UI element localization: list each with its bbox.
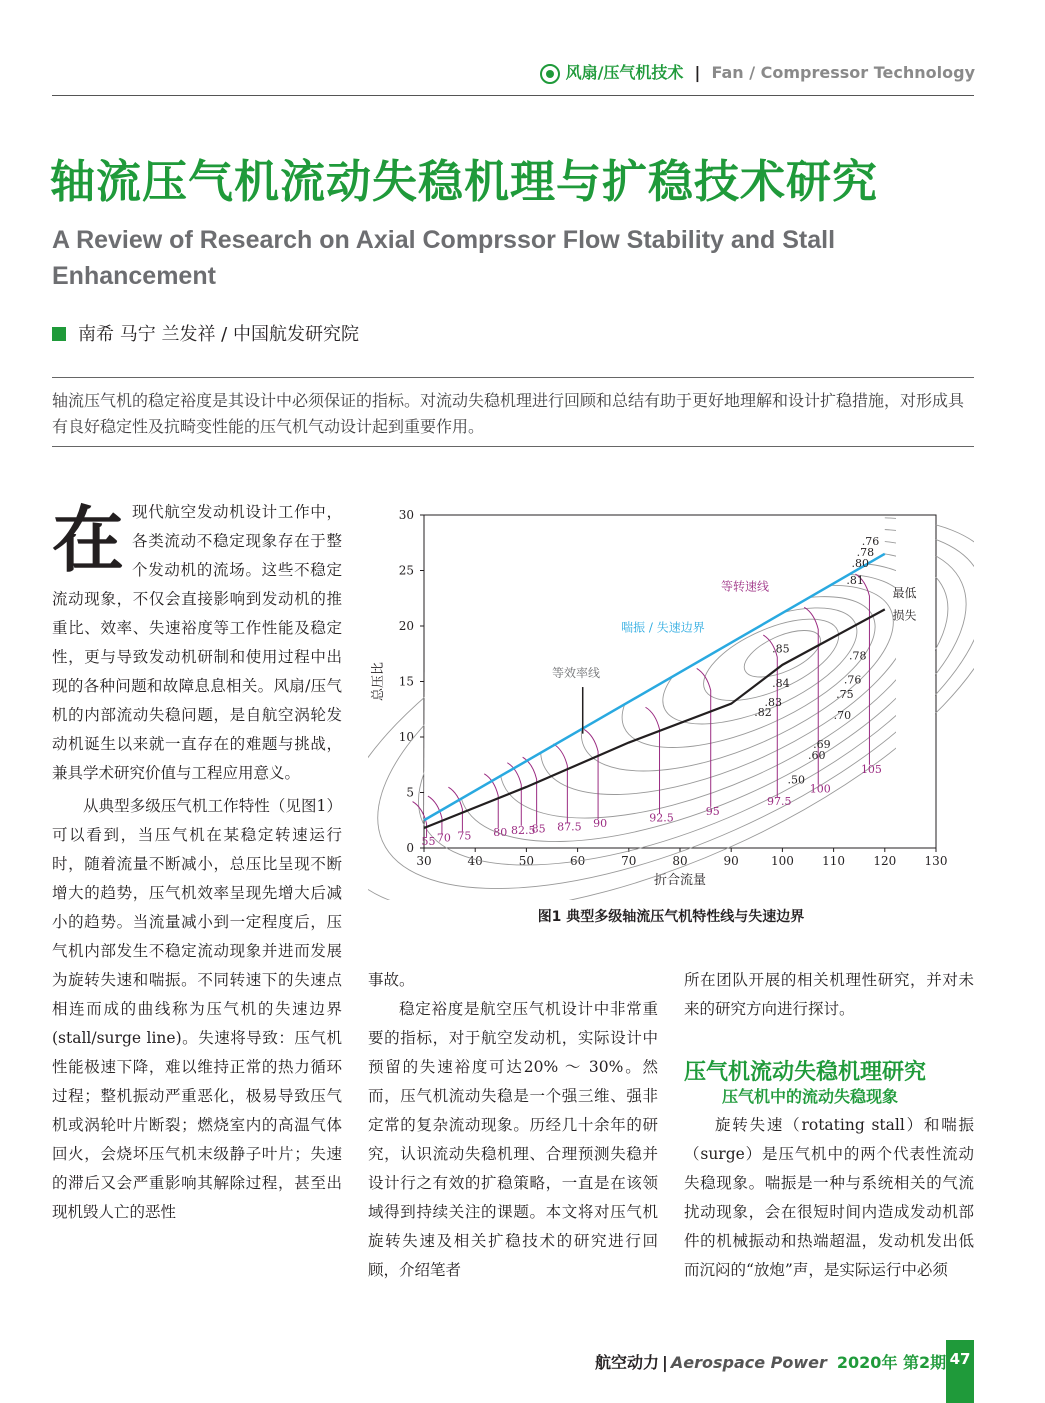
issue-label: 2020年 第2期 bbox=[836, 1353, 947, 1372]
subsection-heading: 压气机中的流动失稳现象 bbox=[722, 1087, 899, 1106]
speed-line bbox=[523, 757, 537, 824]
efficiency-label: .69 bbox=[813, 738, 831, 752]
paragraph: 稳定裕度是航空压气机设计中非常重要的指标，对于航空发动机，实际设计中预留的失速裕度可达20% ～ 30%。然而，压气机流动失稳是一个强三维、强非定常的复杂流动现象。历经几十余年的研究，认识流动失稳机理、合理预测失稳并设计行之有效的扩稳策略，一直是在该领域得到持续关注的课题。本文将对压气机旋转失速及相关扩稳技术的研究进行回顾，介绍笔者 bbox=[368, 1000, 658, 1279]
efficiency-label: .60 bbox=[808, 749, 826, 763]
column-2 bbox=[368, 966, 658, 1285]
efficiency-label: .81 bbox=[846, 573, 864, 587]
y-tick-label: 25 bbox=[398, 563, 414, 578]
y-tick-label: 30 bbox=[398, 508, 414, 522]
authors-line bbox=[52, 320, 359, 346]
journal-name-en: Aerospace Power bbox=[670, 1353, 827, 1372]
drop-cap: 在 bbox=[52, 497, 125, 582]
efficiency-label: .82 bbox=[754, 705, 772, 719]
x-tick-label: 60 bbox=[569, 854, 586, 868]
column-3-top bbox=[684, 966, 974, 1024]
speed-line-label: 87.5 bbox=[557, 820, 582, 834]
paragraph: 从典型多级压气机工作特性（见图1）可以看到，当压气机在某稳定转速运行时，随着流量不断减小，总压比呈现不断增大的趋势，压气机效率呈现先增大后减小的趋势。当流量减小到一定程度后，压气机内部发生不稳定流动现象并进而发展为旋转失速和喘振。不同转速下的失速点相连而成的曲线称为压气机的失速边界(stall/surge line)。失速将导致：压气机性能极速下降，难以维持正常的热力循环过程；整机振动严重恶化，极易导致压气机或涡轮叶片断裂；燃烧室内的高温气体回火，会烧坏压气机末级静子叶片；失速的滞后又会严重影响其解除过程，甚至出现机毁人亡的恶性 bbox=[52, 797, 342, 1221]
speed-line-label: 95 bbox=[705, 804, 720, 818]
header-separator: | bbox=[694, 63, 701, 82]
figure-1-chart bbox=[368, 500, 974, 900]
journal-name-cn: 航空动力 bbox=[595, 1353, 660, 1372]
speed-line-label: 75 bbox=[457, 829, 472, 843]
speed-line-label: 97.5 bbox=[767, 794, 792, 808]
speed-line-label: 82.5 bbox=[511, 823, 536, 837]
x-tick-label: 90 bbox=[723, 854, 739, 868]
column-1 bbox=[52, 498, 342, 1227]
section-name-cn: 风扇/压气机技术 bbox=[565, 63, 684, 82]
authors-text: 南希 马宁 兰发祥 / 中国航发研究院 bbox=[78, 324, 359, 345]
x-tick-label: 110 bbox=[822, 854, 846, 868]
mask-above-surge bbox=[424, 516, 885, 820]
speed-line bbox=[584, 729, 598, 819]
paragraph: 事故。 bbox=[368, 971, 415, 989]
speed-line-label: 70 bbox=[436, 831, 451, 845]
efficiency-label: .50 bbox=[787, 773, 806, 787]
x-tick-label: 30 bbox=[416, 854, 432, 868]
efficiency-label: .78 bbox=[848, 649, 867, 663]
abstract-bottom-rule bbox=[52, 446, 974, 447]
section-name-en: Fan / Compressor Technology bbox=[711, 63, 975, 82]
y-tick-label: 10 bbox=[398, 730, 414, 744]
article-title-cn: 轴流压气机流动失稳机理与扩稳技术研究 bbox=[50, 155, 879, 208]
speed-line-label: 55 bbox=[421, 834, 436, 848]
min-loss-annotation-1: 最低 bbox=[892, 586, 917, 601]
paragraph bbox=[52, 498, 342, 788]
article-title-en: A Review of Research on Axial Comprssor Flow Stability and Stall Enhancement bbox=[52, 226, 836, 290]
speed-line-label: 92.5 bbox=[649, 811, 674, 825]
paragraph-text: 现代航空发动机设计工作中，各类流动不稳定现象存在于整个发动机的流场。这些不稳定流动现象，不仅会直接影响到发动机的推重比、效率、失速裕度等工作性能及稳定性，更与导致发动机研制和使用过程中出现的各种问题和故障息息相关。风扇/压气机的内部流动失稳问题，是自航空涡轮发动机诞生以来就一直存在的难题与挑战，兼具学术研究价值与工程应用意义。 bbox=[52, 503, 342, 782]
speed-line bbox=[646, 707, 660, 813]
x-tick-label: 80 bbox=[672, 854, 688, 868]
column-3-bottom bbox=[684, 1111, 974, 1285]
speed-line-label: 85 bbox=[531, 822, 546, 836]
header-rule bbox=[52, 95, 974, 96]
x-tick-label: 70 bbox=[621, 854, 637, 868]
efficiency-label: .85 bbox=[772, 642, 790, 656]
paragraph: 所在团队开展的相关机理性研究，并对未来的研究方向进行探讨。 bbox=[684, 971, 974, 1018]
y-tick-label: 5 bbox=[406, 785, 414, 800]
speed-line-label: 90 bbox=[593, 817, 608, 831]
x-tick-label: 40 bbox=[467, 854, 483, 868]
speed-line-label: 105 bbox=[860, 762, 882, 776]
y-tick-label: 20 bbox=[398, 619, 414, 633]
efficiency-label: .76 bbox=[843, 673, 862, 687]
y-axis-label: 总压比 bbox=[371, 661, 386, 702]
journal-logo-icon bbox=[540, 64, 560, 84]
footer: 航空动力 | Aerospace Power 2020年 第2期 bbox=[595, 1353, 947, 1372]
y-tick-label: 15 bbox=[398, 674, 414, 689]
efficiency-annotation: 等效率线 bbox=[552, 666, 601, 681]
efficiency-label: .83 bbox=[764, 695, 782, 709]
x-tick-label: 50 bbox=[518, 854, 535, 868]
efficiency-label: .84 bbox=[772, 677, 790, 691]
surge-line-annotation: 喘振 / 失速边界 bbox=[621, 620, 705, 635]
page-number: 47 bbox=[946, 1340, 974, 1403]
green-square-icon bbox=[52, 327, 66, 341]
efficiency-label: .76 bbox=[861, 534, 880, 548]
speed-lines-annotation: 等转速线 bbox=[720, 579, 769, 594]
section-header bbox=[540, 60, 975, 84]
x-tick-label: 120 bbox=[873, 854, 897, 868]
x-tick-label: 130 bbox=[924, 854, 948, 868]
figure-caption: 图1 典型多级轴流压气机特性线与失速边界 bbox=[537, 909, 805, 925]
efficiency-label: .75 bbox=[836, 688, 854, 702]
efficiency-label: .70 bbox=[833, 709, 852, 723]
efficiency-label: .80 bbox=[851, 557, 870, 571]
speed-line bbox=[697, 668, 711, 807]
section-heading: 压气机流动失稳机理研究 bbox=[684, 1060, 927, 1085]
speed-line-label: 80 bbox=[493, 826, 508, 840]
mask-right bbox=[896, 516, 935, 847]
speed-line-label: 100 bbox=[809, 782, 831, 796]
paragraph: 旋转失速（rotating stall）和喘振（surge）是压气机中的两个代表性流动失稳现象。喘振是一种与系统相关的气流扰动现象，会在很短时间内造成发动机部件的机械振动和热端超温，发动机发出低而沉闷的“放炮”声，是实际运行中必须 bbox=[684, 1116, 974, 1279]
abstract-top-rule bbox=[52, 377, 974, 378]
min-loss-annotation-2: 损失 bbox=[892, 608, 917, 623]
abstract: 轴流压气机的稳定裕度是其设计中必须保证的指标。对流动失稳机理进行回顾和总结有助于更好地理解和设计扩稳措施，对形成具有良好稳定性及抗畸变性能的压气机气动设计起到重要作用。 bbox=[52, 391, 965, 436]
x-tick-label: 100 bbox=[770, 854, 794, 868]
x-axis-label: 折合流量 bbox=[653, 873, 707, 888]
y-tick-label: 0 bbox=[406, 841, 414, 855]
efficiency-label: .78 bbox=[856, 546, 875, 560]
